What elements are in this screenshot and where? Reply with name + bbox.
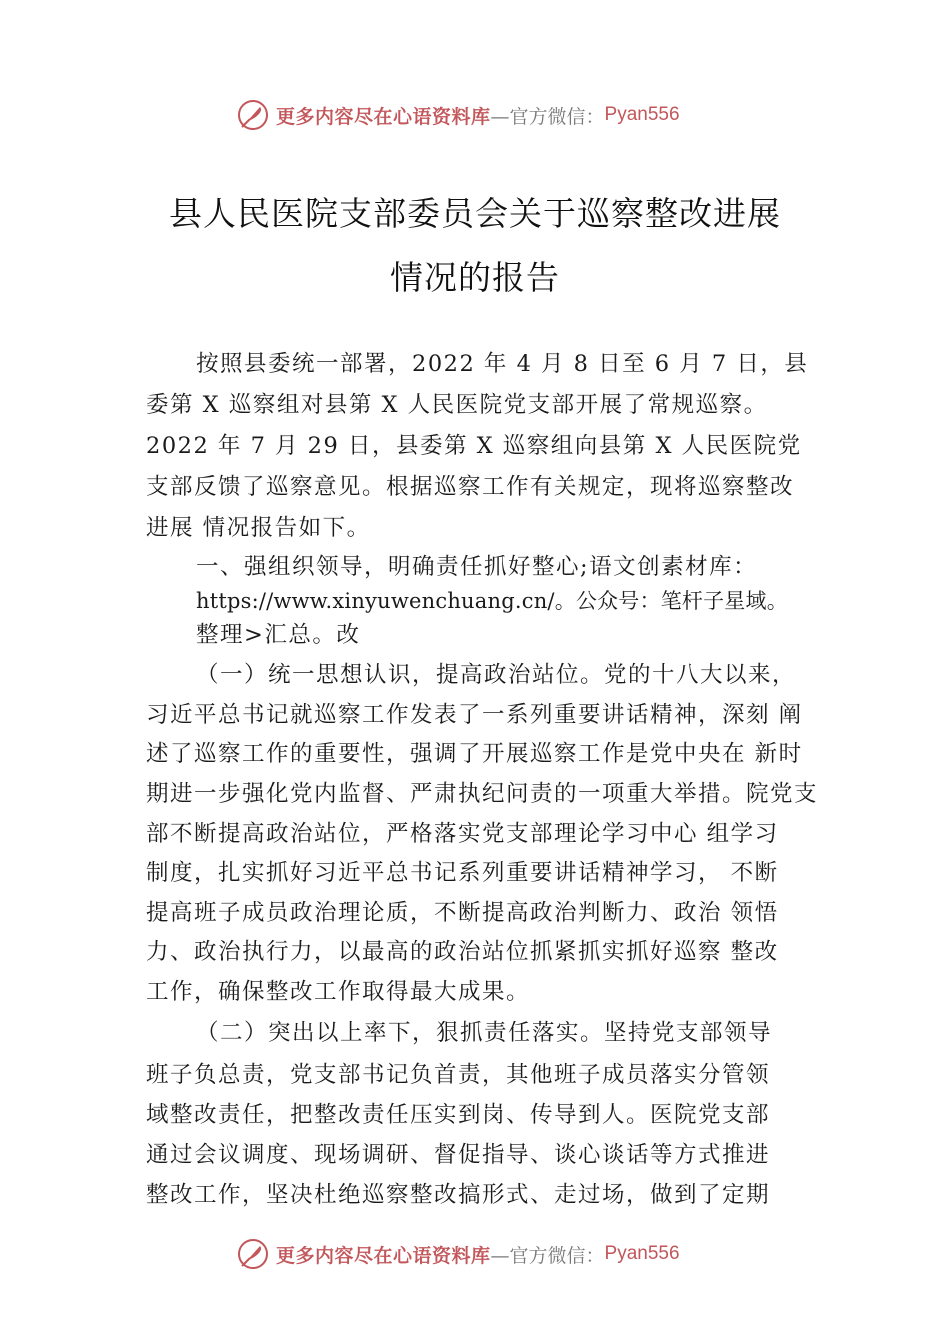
watermark-banner-top — [236, 95, 680, 135]
body-line: 工作，确保整改工作取得最大成果。 — [146, 979, 531, 1005]
body-line: 2022 年 7 月 29 日，县委第 X 巡察组向县第 X 人民医院党 — [146, 433, 802, 459]
watermark-separator-text: —官方微信： — [490, 105, 605, 128]
body-line: 域整改责任，把整改责任压实到岗、传导到人。医院党支部 — [146, 1102, 771, 1128]
body-line: 习近平总书记就巡察工作发表了一系列重要讲话精神，深刻 阐 — [146, 702, 803, 728]
body-line: 制度，扎实抓好习近平总书记系列重要讲话精神学习， 不断 — [146, 860, 779, 886]
document-title-line-1: 县人民医院支部委员会关于巡察整改进展 — [169, 194, 781, 233]
watermark-separator-text: —官方微信： — [490, 1244, 605, 1267]
body-line: 通过会议调度、现场调研、督促指导、谈心谈话等方式推进 — [146, 1142, 771, 1168]
body-line: 班子负总责，党支部书记负首责，其他班子成员落实分管领 — [146, 1062, 771, 1088]
document-title-line-2: 情况的报告 — [390, 258, 560, 297]
feather-logo-icon — [236, 98, 270, 132]
subsection-heading-line: （二）突出以上率下，狠抓责任落实。坚持党支部领导 — [196, 1020, 773, 1046]
body-line-url: https://www.xinyuwenchuang.cn/。公众号：笔杆子星域。 — [196, 589, 788, 613]
body-line: 期进一步强化党内监督、严肃执纪问责的一项重大举措。院党支 — [146, 781, 819, 807]
feather-logo-icon — [236, 1237, 270, 1271]
watermark-wechat-id: Pyan556 — [604, 104, 680, 125]
subsection-heading-line: （一）统一思想认识，提高政治站位。党的十八大以来， — [196, 662, 797, 688]
section-heading-line: 一、强组织领导，明确责任抓好整心;语文创素材库： — [196, 554, 758, 580]
watermark-site-text: 更多内容尽在心语资料库 — [276, 105, 491, 128]
body-line: 力、政治执行力，以最高的政治站位抓紧抓实抓好巡察 整改 — [146, 939, 779, 965]
body-line: 进展 情况报告如下。 — [146, 515, 371, 541]
body-line: 提高班子成员政治理论质，不断提高政治判断力、政治 领悟 — [146, 900, 779, 926]
watermark-site-text: 更多内容尽在心语资料库 — [276, 1244, 491, 1267]
body-line: 支部反馈了巡察意见。根据巡察工作有关规定，现将巡察整改 — [146, 474, 795, 500]
body-line: 部不断提高政治站位，严格落实党支部理论学习中心 组学习 — [146, 821, 779, 847]
watermark-wechat-id: Pyan556 — [604, 1243, 680, 1264]
body-line: 整改工作，坚决杜绝巡察整改搞形式、走过场，做到了定期 — [146, 1182, 771, 1208]
body-line: 整理>汇总。改 — [196, 622, 361, 648]
watermark-banner-bottom — [236, 1234, 680, 1274]
body-line: 述了巡察工作的重要性，强调了开展巡察工作是党中央在 新时 — [146, 741, 803, 767]
body-line: 委第 X 巡察组对县第 X 人民医院党支部开展了常规巡察。 — [146, 392, 768, 418]
body-line: 按照县委统一部署，2022 年 4 月 8 日至 6 月 7 日，县 — [196, 351, 809, 377]
